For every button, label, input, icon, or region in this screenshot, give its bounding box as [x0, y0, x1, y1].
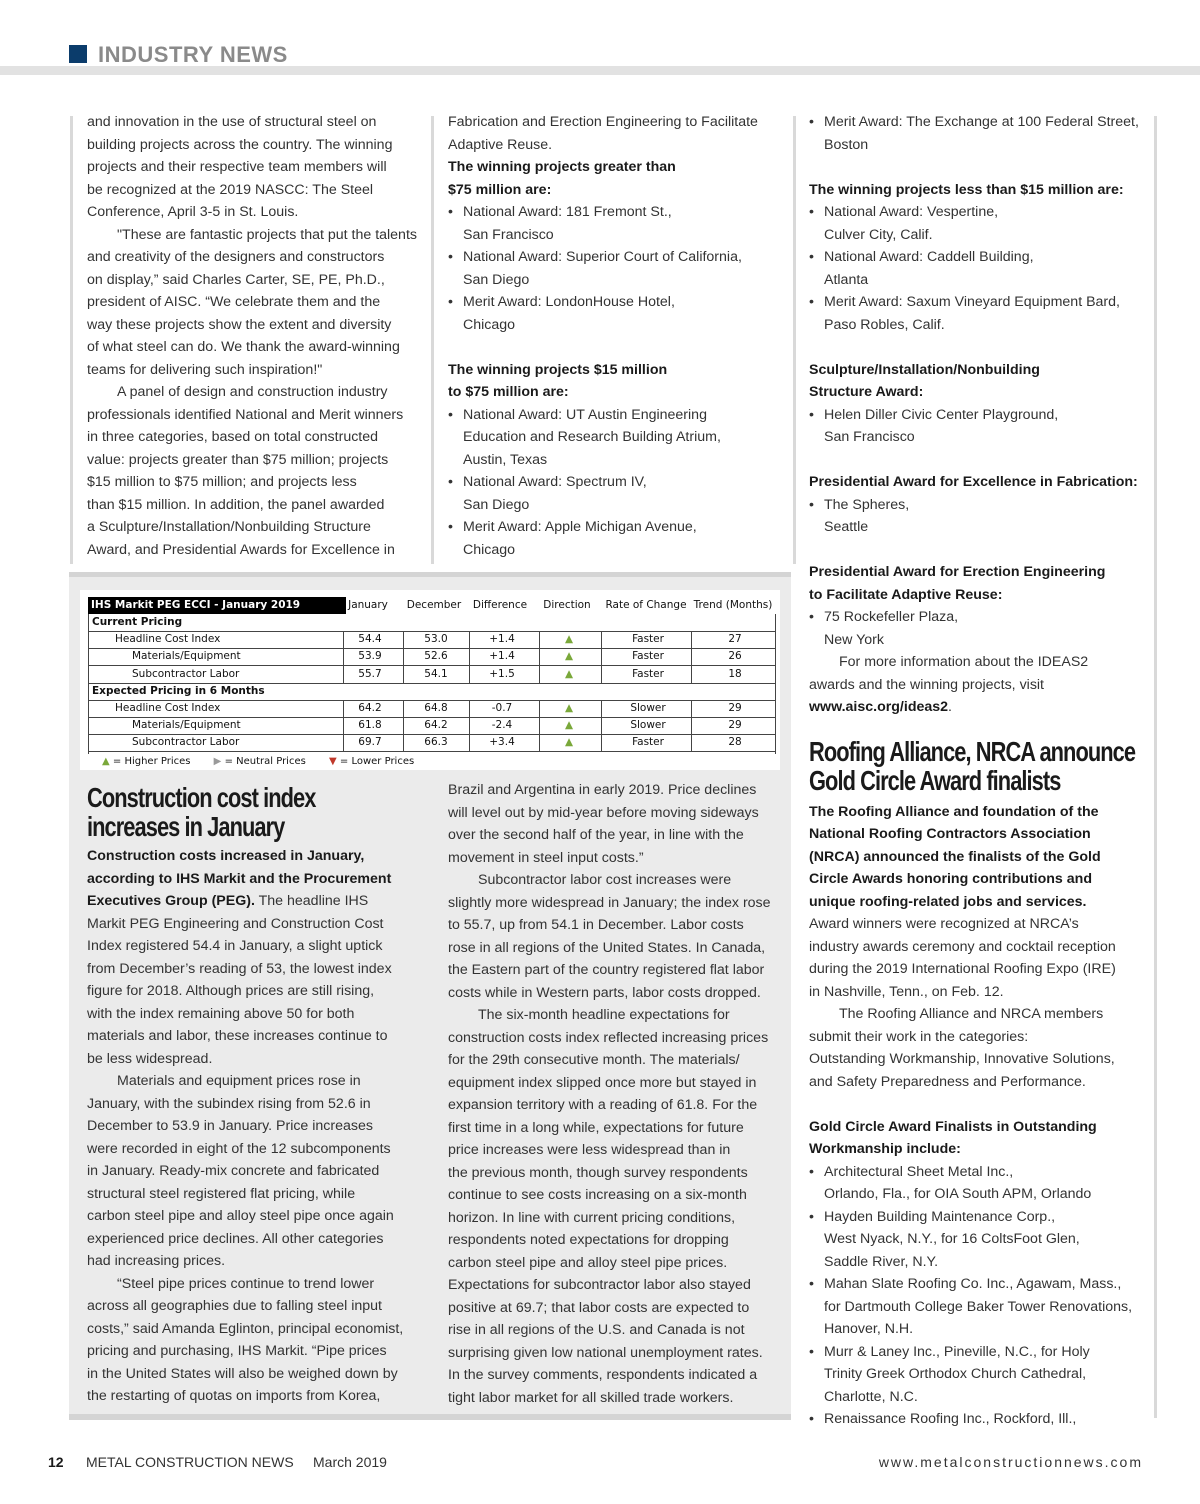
list-item: • National Award: Caddell Building, Atlanta	[809, 246, 1154, 291]
up-arrow-icon: ▲	[539, 666, 598, 683]
text-line: Outstanding Workmanship, Innovative Solutions,	[809, 1051, 1115, 1067]
text-line: price increases were less widespread than in	[448, 1142, 731, 1158]
story2-title: Roofing Alliance, NRCA announce Gold Circle Award finalists	[809, 735, 1136, 796]
text-line: building projects across the country. The winning	[87, 136, 393, 153]
table-cell: 54.1	[403, 666, 468, 683]
text-line: of what steel can do. We thank the award-winning	[87, 339, 400, 355]
table-cell: Faster	[601, 631, 694, 648]
text-line: rise in all regions of the U.S. and Canada is not	[448, 1322, 745, 1338]
table-cell: 55.7	[343, 666, 396, 683]
row-label: Subcontractor Labor	[132, 736, 240, 749]
row-label: Materials/Equipment	[132, 650, 241, 663]
article-col2-top	[448, 111, 788, 561]
row-label: Materials/Equipment	[132, 719, 241, 732]
text-line: way these projects show the extent and diversity	[87, 316, 392, 333]
sidebar-box-bottom-rule	[69, 1414, 791, 1420]
table-row	[89, 631, 775, 649]
subheading: to $75 million are:	[448, 384, 569, 400]
text-line: Markit PEG Engineering and Construction Cost	[87, 915, 384, 932]
column-rule	[793, 116, 796, 564]
table-row	[89, 717, 775, 735]
text-line: over the second half of the year, in line with the	[448, 827, 744, 843]
table-header-row	[80, 597, 780, 614]
text-line: Award, and Presidential Awards for Excellence in	[87, 541, 395, 558]
subheading: Presidential Award for Excellence in Fabrication:	[809, 474, 1138, 490]
column-rule	[431, 116, 434, 564]
column-header: Difference	[472, 599, 528, 611]
text-line: construction costs index reflected increasing prices	[448, 1029, 769, 1046]
table-title: IHS Markit PEG ECCI - January 2019	[88, 597, 346, 614]
text-line: Subcontractor labor cost increases were	[478, 872, 732, 888]
text-line: slightly more widespread in January; the index rose	[448, 894, 771, 911]
ideas2-link[interactable]: www.aisc.org/ideas2	[809, 699, 949, 715]
text-line: “Steel pipe prices continue to trend lower	[117, 1275, 375, 1292]
text-line: $15 million to $75 million; and projects less	[87, 474, 357, 490]
list-item: • Mahan Slate Roofing Co. Inc., Agawam, Mass., for Dartmouth College Baker Tower Renovations, Hanover, N.H.	[809, 1273, 1154, 1341]
section-marker	[69, 45, 87, 63]
row-label: Subcontractor Labor	[132, 667, 240, 680]
text-line: than $15 million. In addition, the panel awarded	[87, 496, 385, 513]
publication-name: METAL CONSTRUCTION NEWS	[86, 1454, 294, 1470]
table-section-label: Current Pricing	[92, 616, 183, 628]
story1-lead: Construction costs increased in January,	[87, 848, 365, 864]
story1-title: Construction cost index increases in January	[87, 782, 316, 842]
table-cell: Slower	[601, 700, 694, 717]
table-cell: -2.4	[469, 717, 534, 734]
text-line: on display,” said Charles Carter, SE, PE, Ph.D.,	[87, 271, 385, 288]
list-item: • 75 Rockefeller Plaza, New York	[809, 606, 1154, 651]
table-row	[89, 648, 775, 666]
text-line: Conference, April 3-5 in St. Louis.	[87, 204, 299, 220]
text-line: had increasing prices.	[87, 1253, 226, 1269]
legend-item: = Neutral Prices	[224, 756, 306, 767]
text-line: submit their work in the categories:	[809, 1028, 1029, 1045]
column-header: Rate of Change	[605, 599, 687, 611]
text-line: to 55.7, up from 54.1 in December. Labor costs	[448, 917, 744, 933]
table-cell: 64.2	[403, 717, 468, 734]
table-cell: 29	[691, 717, 778, 734]
text-line: in three categories, based on total constructed	[87, 429, 379, 445]
subheading: Structure Award:	[809, 384, 924, 400]
text-line: Materials and equipment prices rose in	[117, 1073, 361, 1089]
table-cell: +1.4	[469, 648, 534, 665]
text-line: Index registered 54.4 in January, a slight uptick	[87, 938, 383, 954]
table-row	[89, 700, 775, 718]
story1-lead: Executives Group (PEG). The headline IHS	[87, 893, 369, 909]
text-line: horizon. In line with current pricing conditions,	[448, 1209, 736, 1226]
text-line: will level out by mid-year before moving sideways	[448, 804, 759, 821]
issue-date: March 2019	[313, 1454, 387, 1470]
table-cell: 54.4	[343, 631, 396, 648]
list-item: • Architectural Sheet Metal Inc., Orlando, Fla., for OIA South APM, Orlando	[809, 1161, 1154, 1206]
text-line: tight labor market for all skilled trade workers.	[448, 1389, 734, 1406]
text-line: and innovation in the use of structural steel on	[87, 114, 377, 130]
up-arrow-icon: ▲	[539, 717, 598, 734]
text-line: structural steel registered flat pricing, while	[87, 1185, 356, 1202]
right-arrow-icon: ▶	[213, 756, 222, 767]
text-line: teams for delivering such inspiration!"	[87, 361, 323, 378]
table-cell: 27	[691, 631, 778, 648]
story2-lead: Circle Awards honoring contributions and	[809, 871, 1092, 887]
text-line: a Sculpture/Installation/Nonbuilding Structure	[87, 519, 371, 535]
list-item: • National Award: UT Austin Engineering Education and Research Building Atrium, Austin, Texas	[448, 404, 788, 472]
up-arrow-icon: ▲	[539, 700, 598, 717]
text-line: In the survey comments, respondents indicated a	[448, 1367, 758, 1383]
table-section-row	[89, 683, 775, 701]
text-line: The six-month headline expectations for	[478, 1007, 730, 1023]
story1-lead: according to IHS Markit and the Procurement	[87, 870, 392, 887]
list-item: • Merit Award: Apple Michigan Avenue, Chicago	[448, 516, 788, 561]
text-line: costs,” said Amanda Eglinton, principal economist,	[87, 1320, 404, 1337]
table-section-row	[89, 614, 775, 632]
table-cell: Faster	[601, 648, 694, 665]
text-line: professionals identified National and Merit winners	[87, 406, 404, 423]
text-line: costs while in Western parts, labor costs dropped.	[448, 984, 761, 1001]
subheading: The winning projects less than $15 million are:	[809, 181, 1124, 198]
column-rule	[70, 116, 73, 564]
text-line: experienced price declines. All other categories	[87, 1230, 384, 1247]
list-item: • Hayden Building Maintenance Corp., West Nyack, N.Y., for 16 ColtsFoot Glen, Saddle River, N.Y.	[809, 1206, 1154, 1274]
list-item: • National Award: 181 Fremont St., San Francisco	[448, 201, 788, 246]
text-line: during the 2019 International Roofing Expo (IRE)	[809, 961, 1116, 977]
list-item: • Renaissance Roofing Inc., Rockford, Ill.,	[809, 1408, 1154, 1431]
text-line: rose in all regions of the United States. In Canada,	[448, 939, 766, 956]
text-line: figure for 2018. Although prices are still rising,	[87, 983, 375, 999]
story2-lead: National Roofing Contractors Association	[809, 826, 1091, 842]
text-line: value: projects greater than $75 million; projects	[87, 451, 389, 468]
text-line: awards and the winning projects, visit	[809, 676, 1045, 693]
text-line: be less widespread.	[87, 1050, 213, 1067]
table-cell: 64.2	[343, 700, 396, 717]
table-cell: 53.9	[343, 648, 396, 665]
text-line: with the index remaining above 50 for both	[87, 1005, 355, 1022]
list-item: • National Award: Spectrum IV, San Diego	[448, 471, 788, 516]
column-header: December	[406, 599, 462, 611]
column-header: Direction	[543, 599, 591, 611]
story2-lead: unique roofing-related jobs and services.	[809, 893, 1087, 910]
text-line: equipment index slipped once more but stayed in	[448, 1074, 757, 1091]
up-arrow-icon: ▲	[539, 734, 598, 751]
pricing-table	[80, 590, 780, 770]
text-line: and Safety Preparedness and Performance.	[809, 1073, 1086, 1090]
subheading: Presidential Award for Erection Engineering	[809, 564, 1106, 580]
text-line: the restarting of quotas on imports from Korea,	[87, 1388, 381, 1404]
list-item: • The Spheres, Seattle	[809, 494, 1154, 539]
legend-item: = Lower Prices	[339, 756, 415, 767]
down-arrow-icon: ▼	[329, 756, 337, 767]
list-item: • National Award: Superior Court of California, San Diego	[448, 246, 788, 291]
text-line: Brazil and Argentina in early 2019. Price declines	[448, 782, 757, 798]
list-item: • Merit Award: Saxum Vineyard Equipment Bard, Paso Robles, Calif.	[809, 291, 1154, 336]
text-line: from December’s reading of 53, the lowest index	[87, 960, 392, 977]
text-line: were recorded in eight of the 12 subcomponents	[87, 1140, 391, 1157]
table-body	[88, 614, 776, 754]
table-cell: 52.6	[403, 648, 468, 665]
up-arrow-icon: ▲	[539, 648, 598, 665]
table-cell: -0.7	[469, 700, 534, 717]
text-line: be recognized at the 2019 NASCC: The Steel	[87, 181, 374, 198]
text-line: in Nashville, Tenn., on Feb. 12.	[809, 983, 1004, 1000]
text-line: respondents noted expectations for dropping	[448, 1232, 729, 1248]
list-item: • National Award: Vespertine, Culver City, Calif.	[809, 201, 1154, 246]
story1-col1	[87, 783, 427, 1408]
subheading: to Facilitate Adaptive Reuse:	[809, 586, 1003, 603]
sidebar-box-top-rule	[69, 572, 791, 577]
table-cell: 69.7	[343, 734, 396, 751]
text-line: Adaptive Reuse.	[448, 136, 553, 153]
table-cell: 66.3	[403, 734, 468, 751]
up-arrow-icon: ▲	[539, 631, 598, 648]
row-label: Headline Cost Index	[115, 633, 221, 646]
list-item: • Helen Diller Civic Center Playground, San Francisco	[809, 404, 1154, 449]
table-cell: +1.4	[469, 631, 534, 648]
legend-item: = Higher Prices	[112, 756, 191, 767]
subheading: The winning projects $15 million	[448, 361, 668, 378]
table-cell: 53.0	[403, 631, 468, 648]
table-cell: +1.5	[469, 666, 534, 683]
text-line: industry awards ceremony and cocktail reception	[809, 938, 1116, 955]
table-row	[89, 734, 775, 752]
text-line: A panel of design and construction industry	[117, 384, 388, 400]
text-line: in the United States will also be weighed down by	[87, 1365, 398, 1382]
subheading: Workmanship include:	[809, 1141, 961, 1157]
text-line: projects and their respective team members will	[87, 159, 387, 175]
table-cell: 61.8	[343, 717, 396, 734]
subheading: Sculpture/Installation/Nonbuilding	[809, 361, 1040, 378]
subheading: $75 million are:	[448, 181, 552, 198]
text-line: across all geographies due to falling steel input	[87, 1298, 382, 1314]
text-line: the Eastern part of the country registered flat labor	[448, 962, 765, 978]
text-line: carbon steel pipe and alloy steel pipe prices.	[448, 1254, 728, 1271]
text-line: surprising given low national unemployment rates.	[448, 1344, 763, 1361]
table-cell: 18	[691, 666, 778, 683]
text-line: materials and labor, these increases continue to	[87, 1028, 388, 1044]
table-cell: +3.4	[469, 734, 534, 751]
text-line: For more information about the IDEAS2	[839, 654, 1089, 670]
table-cell: 29	[691, 700, 778, 717]
text-line: first time in a long while, expectations for future	[448, 1119, 744, 1136]
column-header: Trend (Months)	[693, 599, 773, 611]
table-legend	[102, 754, 782, 770]
story1-col2	[448, 779, 788, 1409]
text-line: in January. Ready-mix concrete and fabricated	[87, 1163, 380, 1179]
text-line: Expectations for subcontractor labor also stayed	[448, 1277, 751, 1293]
subheading: The winning projects greater than	[448, 159, 676, 175]
table-cell: Slower	[601, 717, 694, 734]
article-col1-top	[87, 111, 427, 561]
text-line: positive at 69.7; that labor costs are expected to	[448, 1299, 750, 1316]
table-cell: Faster	[601, 734, 694, 751]
table-cell: 26	[691, 648, 778, 665]
story2-lead: (NRCA) announced the finalists of the Gold	[809, 848, 1101, 865]
list-item: • Merit Award: The Exchange at 100 Federal Street, Boston	[809, 111, 1154, 156]
table-cell: 64.8	[403, 700, 468, 717]
text-line: Award winners were recognized at NRCA’s	[809, 916, 1079, 932]
text-line: president of AISC. “We celebrate them and the	[87, 294, 381, 310]
text-line: "These are fantastic projects that put the talents	[117, 226, 417, 243]
column-rule	[1154, 116, 1157, 1418]
text-line: carbon steel pipe and alloy steel pipe once again	[87, 1208, 394, 1224]
text-line: movement in steel input costs.”	[448, 849, 644, 866]
table-row	[89, 666, 775, 684]
story2-lead: The Roofing Alliance and foundation of the	[809, 803, 1099, 820]
text-line: the previous month, though survey respondents	[448, 1164, 748, 1181]
article-col3	[809, 111, 1154, 1431]
text-line: expansion territory with a reading of 61.8. For the	[448, 1097, 758, 1113]
text-line: and creativity of the designers and constructors	[87, 249, 385, 265]
table-cell: Faster	[601, 666, 694, 683]
text-line: The Roofing Alliance and NRCA members	[839, 1006, 1104, 1022]
column-header: January	[348, 599, 388, 611]
up-arrow-icon: ▲	[102, 756, 110, 767]
text-line: December to 53.9 in January. Price increases	[87, 1118, 373, 1134]
website-url: www.metalconstructionnews.com	[878, 1454, 1143, 1470]
table-section-label: Expected Pricing in 6 Months	[92, 684, 265, 697]
text-line: Fabrication and Erection Engineering to Facilitate	[448, 114, 758, 130]
page-number: 12	[48, 1454, 64, 1470]
text-line: pricing and purchasing, IHS Markit. “Pipe prices	[87, 1343, 387, 1359]
row-label: Headline Cost Index	[115, 702, 221, 714]
text-line: continue to see costs increasing on a six-month	[448, 1187, 747, 1203]
list-item: • Merit Award: LondonHouse Hotel, Chicago	[448, 291, 788, 336]
table-cell: 28	[691, 734, 778, 751]
list-item: • Murr & Laney Inc., Pineville, N.C., for Holy Trinity Greek Orthodox Church Cathedral, Charlotte, N.C.	[809, 1341, 1154, 1409]
text-line: www.aisc.org/ideas2.	[809, 699, 952, 715]
text-line: January, with the subindex rising from 52.6 in	[87, 1095, 371, 1112]
subheading: Gold Circle Award Finalists in Outstanding	[809, 1118, 1097, 1135]
text-line: for the 29th consecutive month. The materials/	[448, 1052, 740, 1068]
section-title: INDUSTRY NEWS	[98, 42, 288, 67]
